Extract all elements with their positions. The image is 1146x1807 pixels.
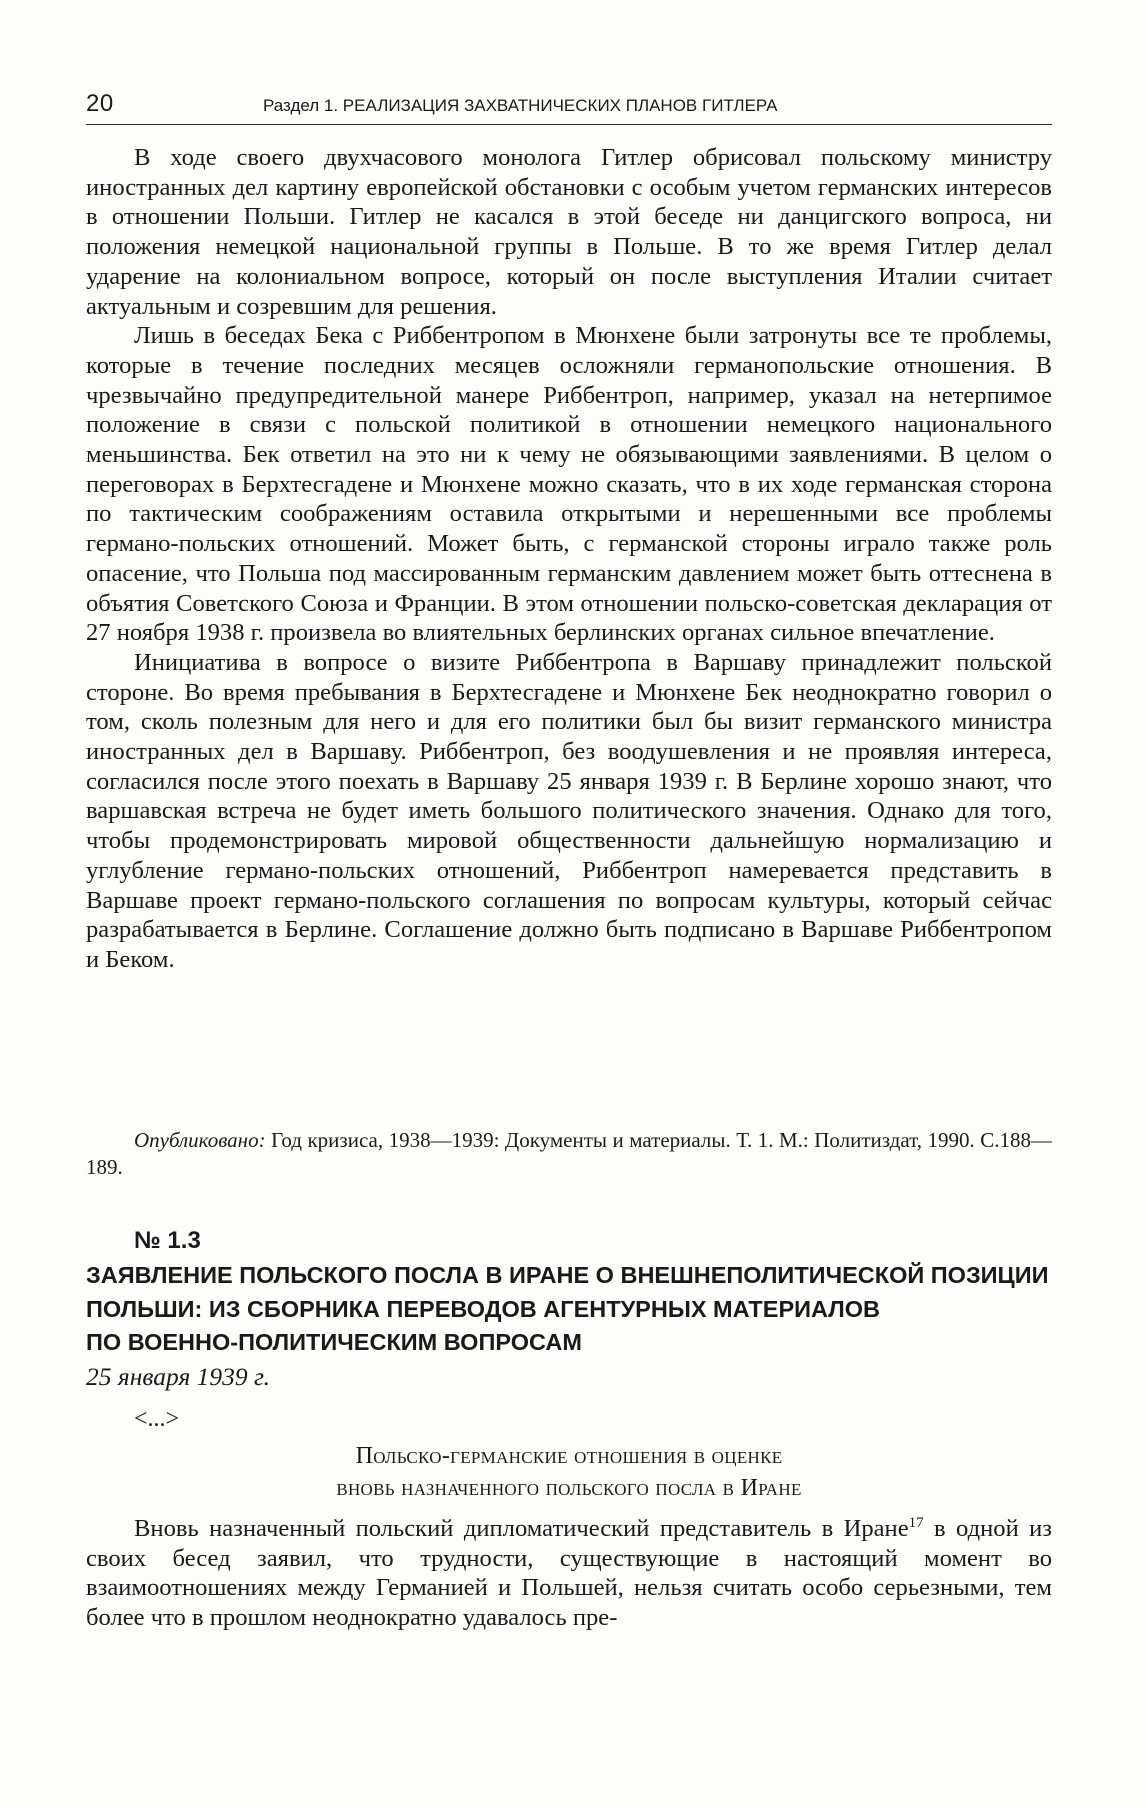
paragraph-text: Вновь назначенный польский дипломатический представитель в Иране bbox=[134, 1515, 909, 1542]
footnote-reference: 17 bbox=[908, 1515, 924, 1531]
document-title-line: ПОЛЬШИ: ИЗ СБОРНИКА ПЕРЕВОДОВ АГЕНТУРНЫХ МАТЕРИАЛОВ bbox=[86, 1295, 881, 1322]
main-text bbox=[86, 143, 1052, 975]
document-body bbox=[86, 1514, 1052, 1633]
source-citation bbox=[86, 1127, 1052, 1180]
paragraph bbox=[86, 1514, 1052, 1633]
section-title: Раздел 1. РЕАЛИЗАЦИЯ ЗАХВАТНИЧЕСКИХ ПЛАНОВ ГИТЛЕРА bbox=[263, 96, 778, 115]
subheading-line: вновь назначенного польского посла в Иране bbox=[336, 1475, 802, 1501]
page-number: 20 bbox=[86, 90, 114, 117]
running-header bbox=[86, 88, 1052, 125]
document-date: 25 января 1939 г. bbox=[86, 1362, 271, 1391]
document-title-line: ПО ВОЕННО-ПОЛИТИЧЕСКИМ ВОПРОСАМ bbox=[86, 1329, 582, 1355]
paragraph-text: в одной из своих бесед заявил, что трудности, существующие в настоящий момент во взаимоотношениях между Германией и Польшей, нельзя считать особо серьезными, тем более что в прошлом неоднократно удавалось пре- bbox=[86, 1515, 1052, 1632]
paragraph: Лишь в беседах Бека с Риббентропом в Мюнхене были затронуты все те проблемы, которые в течение последних месяцев осложняли германопольские отношения. В чрезвычайно предупредительной манере Риббентроп, например, указал на нетерпимое положение в связи с польской политикой в отношении немецкого национального меньшинства. Бек ответил на это ни к чему не обязывающими заявлениями. В целом о переговорах в Берхтесгадене и Мюнхене можно сказать, что в их ходе германская сторона по тактическим соображениям оставила открытыми и нерешенными все проблемы германо-польских отношений. Может быть, с германской стороны играло также роль опасение, что Польша под массированным германским давлением может быть оттеснена в объятия Советского Союза и Франции. В этом отношении польско-советская декларация от 27 ноября 1938 г. произвела во влиятельных берлинских органах сильное впечатление. bbox=[86, 322, 1052, 647]
paragraph: Инициатива в вопросе о визите Риббентропа в Варшаву принадлежит польской стороне. Во время пребывания в Берхтесгадене и Мюнхене Бек неоднократно говорил о том, сколь полезным для него и для его политики был бы визит германского министра иностранных дел в Варшаву. Риббентроп, без воодушевления и не проявляя интереса, согласился после этого поехать в Варшаву 25 января 1939 г. В Берлине хорошо знают, что варшавская встреча не будет иметь большого политического значения. Однако для того, чтобы продемонстрировать мировой общественности дальнейшую нормализацию и углубление германо-польских отношений, Риббентроп намеревается представить в Варшаве проект германо-польского соглашения по вопросам культуры, который сейчас разрабатывается в Берлине. Соглашение должно быть подписано в Варшаве Риббентропом и Беком. bbox=[86, 648, 1052, 973]
source-lead: Опубликовано: bbox=[134, 1128, 266, 1152]
document-title bbox=[86, 1259, 1066, 1360]
subheading bbox=[86, 1440, 1052, 1504]
paragraph: В ходе своего двухчасового монолога Гитлер обрисовал польскому министру иностранных дел картину европейской обстановки с особым учетом германских интересов в отношении Польши. Гитлер не касался в этой беседе ни данцигского вопроса, ни положения немецкой национальной группы в Польше. В то же время Гитлер делал ударение на колониальном вопросе, который он после выступления Италии считает актуальным и созревшим для решения. bbox=[86, 144, 1052, 320]
document-title-line: ЗАЯВЛЕНИЕ ПОЛЬСКОГО ПОСЛА В ИРАНЕ О ВНЕШНЕПОЛИТИЧЕСКОЙ ПОЗИЦИИ bbox=[86, 1262, 1049, 1288]
document-number: № 1.3 bbox=[134, 1227, 201, 1254]
omission-mark: <...> bbox=[134, 1406, 180, 1432]
subheading-line: Польско-германские отношения в оценке bbox=[355, 1443, 783, 1469]
source-reference: Год кризиса, 1938—1939: Документы и материалы. Т. 1. М.: Политиздат, 1990. С.188—189. bbox=[86, 1128, 1052, 1179]
